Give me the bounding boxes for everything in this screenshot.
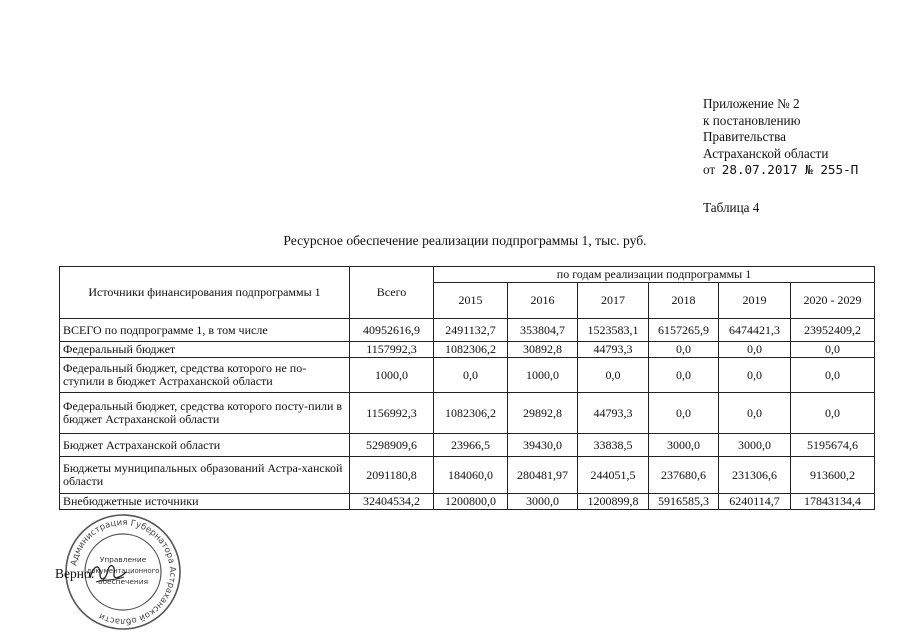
row-value: 29892,8 [508, 393, 578, 434]
seal-center-line-1: Управление [99, 555, 147, 564]
row-value: 23966,5 [434, 434, 508, 457]
row-value: 3000,0 [508, 494, 578, 510]
row-value: 0,0 [649, 358, 719, 393]
row-source: Федеральный бюджет, средства которого посту-пили в бюджет Астраханской области [60, 393, 350, 434]
row-value: 30892,8 [508, 342, 578, 358]
table-row [60, 393, 875, 434]
header-years-group: по годам реализации подпрограммы 1 [434, 267, 875, 283]
row-value: 3000,0 [649, 434, 719, 457]
row-value: 1082306,2 [434, 393, 508, 434]
row-value: 6474421,3 [719, 319, 791, 342]
row-source: Внебюджетные источники [60, 494, 350, 510]
row-value: 0,0 [719, 358, 791, 393]
row-total: 32404534,2 [350, 494, 434, 510]
header-year: 2019 [719, 283, 791, 319]
row-value: 44793,3 [578, 342, 649, 358]
row-value: 17843134,4 [791, 494, 875, 510]
row-value: 913600,2 [791, 457, 875, 494]
appendix-block [703, 96, 858, 179]
row-value: 0,0 [649, 342, 719, 358]
row-value: 1200899,8 [578, 494, 649, 510]
appendix-line-1: Приложение № 2 [703, 96, 800, 111]
row-source: Федеральный бюджет, средства которого не по-ступили в бюджет Астраханской области [60, 358, 350, 393]
appendix-date-value: 28.07.2017 № 255-П [721, 162, 859, 178]
appendix-line-4: Астраханской области [703, 145, 829, 161]
row-total: 40952616,9 [350, 319, 434, 342]
row-value: 0,0 [791, 358, 875, 393]
table-row [60, 319, 875, 342]
row-value: 280481,97 [508, 457, 578, 494]
row-value: 44793,3 [578, 393, 649, 434]
row-value: 0,0 [719, 342, 791, 358]
row-total: 1000,0 [350, 358, 434, 393]
seal-center-line-2: документационного [86, 567, 160, 575]
row-value: 353804,7 [508, 319, 578, 342]
header-row-1 [60, 267, 875, 283]
seal-center-line-3: обеспечения [97, 577, 149, 586]
row-value: 244051,5 [578, 457, 649, 494]
row-source: Бюджет Астраханской области [60, 434, 350, 457]
row-value: 6240114,7 [719, 494, 791, 510]
row-value: 0,0 [434, 358, 508, 393]
header-year: 2018 [649, 283, 719, 319]
appendix-date-line [703, 162, 858, 179]
header-source: Источники финансирования подпрограммы 1 [60, 267, 350, 319]
row-total: 1157992,3 [350, 342, 434, 358]
footer-verno: Верно: [55, 566, 95, 581]
row-total: 5298909,6 [350, 434, 434, 457]
appendix-date-prefix: от [703, 162, 716, 178]
handwritten-signature [88, 560, 128, 586]
table-label: Таблица 4 [703, 200, 760, 215]
row-value: 1082306,2 [434, 342, 508, 358]
row-value: 5916585,3 [649, 494, 719, 510]
header-year: 2015 [434, 283, 508, 319]
row-value: 23952409,2 [791, 319, 875, 342]
table-row [60, 358, 875, 393]
funding-table [59, 266, 875, 510]
row-source: Федеральный бюджет [60, 342, 350, 358]
row-value: 5195674,6 [791, 434, 875, 457]
row-total: 1156992,3 [350, 393, 434, 434]
table-row [60, 494, 875, 510]
row-value: 1000,0 [508, 358, 578, 393]
row-total: 2091180,8 [350, 457, 434, 494]
document-title: Ресурсное обеспечение реализации подпрограммы 1, тыс. руб. [283, 233, 647, 248]
row-value: 0,0 [791, 393, 875, 434]
row-value: 1200800,0 [434, 494, 508, 510]
row-value: 231306,6 [719, 457, 791, 494]
appendix-line-3: Правительства [703, 129, 786, 145]
row-source: ВСЕГО по подпрограмме 1, в том числе [60, 319, 350, 342]
table-row [60, 342, 875, 358]
row-value: 237680,6 [649, 457, 719, 494]
seal-ring-text: Администрация Губернатора Астраханской области [69, 517, 178, 627]
row-value: 184060,0 [434, 457, 508, 494]
header-year: 2017 [578, 283, 649, 319]
row-value: 0,0 [649, 393, 719, 434]
row-value: 1523583,1 [578, 319, 649, 342]
row-value: 39430,0 [508, 434, 578, 457]
row-value: 33838,5 [578, 434, 649, 457]
header-total: Всего [350, 267, 434, 319]
row-value: 3000,0 [719, 434, 791, 457]
row-value: 0,0 [719, 393, 791, 434]
header-year: 2016 [508, 283, 578, 319]
row-source: Бюджеты муниципальных образований Астра-ханской области [60, 457, 350, 494]
row-value: 2491132,7 [434, 319, 508, 342]
row-value: 0,0 [578, 358, 649, 393]
table-row [60, 434, 875, 457]
header-year: 2020 - 2029 [791, 283, 875, 319]
row-value: 0,0 [791, 342, 875, 358]
row-value: 6157265,9 [649, 319, 719, 342]
appendix-line-2: к постановлению [703, 112, 801, 128]
table-row [60, 457, 875, 494]
